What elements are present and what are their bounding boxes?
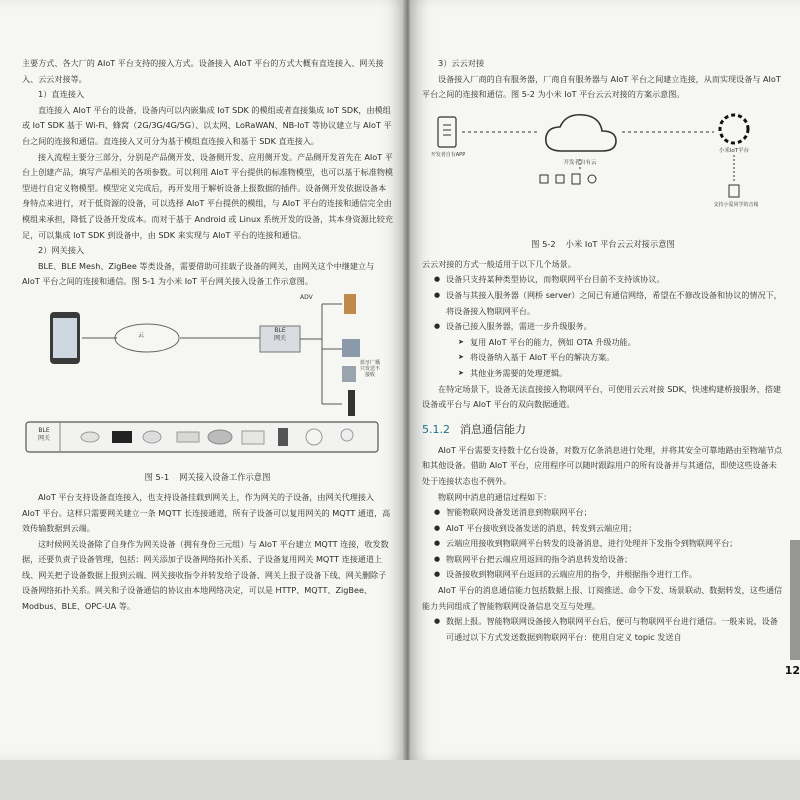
caption-text: 网关接入设备工作示意图 (179, 471, 271, 482)
xiaomi-platform-label: 小米IoT平台 (718, 147, 750, 154)
page-number: 12 (784, 664, 800, 677)
list-item: ● 设备与其接入服务器（网桥 server）之间已有通信网络，希望在不修改设备和协议的情况下，将设备接入物联网平台。 (434, 288, 784, 319)
speaker-label: 支持小爱同学的音箱 (713, 201, 759, 208)
cloud-label: 云 (138, 331, 145, 339)
message-flow-list (422, 505, 784, 583)
messaging-paragraph-1: AIoT 平台需要支持数十亿台设备，对数万亿条消息进行处理，并将其安全可靠地路由至物端节点和其他设备。借助 AIoT 平台，应用程序可以随时跟踪用户的所有设备并与其通信，即使这些设备未处于连接状态也不例外。 (422, 444, 783, 486)
right-page (410, 0, 800, 760)
figure-5-2-diagram (422, 109, 782, 237)
developer-app-label: 开发者自有APP (430, 151, 466, 158)
sensor-icon (342, 339, 360, 357)
adv-label: ADV (300, 293, 313, 301)
direct-access-paragraph-1: 直连接入 AIoT 平台的设备，设备内可以内嵌集成 IoT SDK 的模组或者直接集成 IoT SDK，由模组或 IoT SDK 基于 Wi-Fi、蜂窝（2G/3G/4G/5G）、以太网、LoRaWAN、NB-IoT 等协议建立与 AIoT 平台之间的连接和通信。直连接入又可分为基于模组直连接入和基于 SDK 直连接入。 (22, 104, 392, 146)
upgrade-list (422, 335, 784, 382)
device-icon (556, 175, 564, 183)
gateway-access-paragraph-1: BLE、BLE Mesh、ZigBee 等类设备，需要借助可挂载子设备的网关，由网关这个中继建立与 AIoT 平台之间的连接和通信。图 5-1 为小米 IoT 平台网关接入设备工作示意图。 (22, 260, 375, 287)
speaker-icon (729, 185, 739, 197)
section-heading (422, 419, 784, 441)
list-item: ● 物联网平台把云端应用返回的指令消息转发给设备； (434, 552, 784, 568)
list-item: ➤ 复用 AIoT 平台的能力，例如 OTA 升级功能。 (458, 335, 784, 351)
list-item: ● 设备已接入服务器，需进一步升级服务。 (434, 319, 784, 335)
door-lock-icon (348, 390, 355, 416)
messaging-paragraph-2: 物联网中消息的通信过程如下： (438, 491, 552, 502)
cloud-to-cloud-paragraph-1: 设备接入厂商的自有服务器，厂商自有服务器与 AIoT 平台之间建立连接，从而实现设备与 AIoT 平台之间的连接和通信。图 5-2 为小米 IoT 平台云云对接的方案示意图。 (422, 73, 781, 100)
device-icon (540, 175, 548, 183)
figure-5-2-caption (422, 237, 784, 251)
heading-cloud-to-cloud: 3）云云对接 (438, 58, 485, 68)
chapter-thumb-tab (790, 540, 800, 660)
device-icon (344, 294, 356, 314)
heading-direct-access: 1）直连接入 (38, 89, 85, 100)
messaging-paragraph-3: AIoT 平台的消息通信能力包括数据上报、订阅推送、命令下发、场景联动、数据转发，这些通信能力共同组成了智能物联网设备信息交互与处理。 (422, 585, 783, 611)
capability-list (422, 614, 784, 645)
gateway-access-paragraph-2: AIoT 平台支持设备直连接入，也支持设备挂载到网关上，作为网关的子设备，由网关代理接入 AIoT 平台。这样只需要网关建立一条 MQTT 长连接通道，所有子设备可以复用网关的 MQTT 通道，高效传输数据到云端。 (22, 491, 391, 534)
cloud-to-cloud-paragraph-3: 在特定场景下，设备无法直接接入物联网平台，可使用云云对接 SDK，快速构建桥接服务，搭建设备或平台与 AIoT 平台的双向数据通道。 (422, 383, 782, 410)
xiaomi-iot-logo (720, 115, 748, 143)
list-item: ➤ 其他业务需要的处理逻辑。 (458, 366, 784, 382)
row-gateway-label: BLE 网关 (37, 426, 50, 442)
left-page (0, 0, 405, 760)
gateway-access-paragraph-3: 这时候网关设备除了自身作为网关设备（拥有身份三元组）与 AIoT 平台建立 MQTT 连接，收发数据，还要负责子设备管理，包括：网关添加子设备网络拓扑关系、子设备复用网关 MQTT 连接通道上线、网关把子设备数据上报到云端、网关接收指令并转发给子设备、网关上报子设备下线、网关删除子设备网络拓扑关系。网关和子设备通信的协议由本地网络决定，可以是 HTTP、MQTT、ZigBee、Modbus、BLE、OPC-UA 等。 (22, 538, 389, 612)
developer-cloud-label: 开发者自有云 (563, 159, 597, 166)
section-title: 消息通信能力 (460, 422, 526, 436)
cloud-icon (546, 115, 616, 151)
figure-5-1 (22, 294, 382, 464)
caption-text: 小米 IoT 平台云云对接示意图 (565, 238, 675, 249)
scenario-list (422, 272, 784, 334)
list-item: ● 设备只支持某种类型协议，而物联网平台目前不支持该协议。 (434, 272, 784, 288)
ble-device-row (26, 422, 378, 452)
list-item: ● 数据上报。智能物联网设备接入物联网平台后，便可与物联网平台进行通信。一般来说，设备可通过以下方式发送数据到物联网平台：使用自定义 topic 发送自 (434, 614, 784, 645)
cloud-to-cloud-paragraph-2: 云云对接的方式一般适用于以下几个场景。 (422, 258, 576, 269)
device-icon (572, 174, 580, 184)
list-item: ● 云端应用接收到物联网平台转发的设备消息，进行处理并下发指令到物联网平台； (434, 536, 784, 552)
table-surface (0, 760, 800, 800)
figure-5-2 (422, 109, 782, 237)
caption-number: 图 5-1 (144, 471, 170, 482)
list-item: ● 智能物联网设备发送消息到物联网平台； (434, 505, 784, 521)
bulb-icon (588, 175, 596, 183)
intro-paragraph: 主要方式、各大厂的 AIoT 平台支持的接入方式。设备接入 AIoT 平台的方式大概有直连接入、网关接入、云云对接等。 (22, 58, 384, 84)
figure-5-1-diagram (22, 294, 382, 464)
broadcast-label: 蓝牙广播 只发送不接收 (359, 359, 380, 378)
cloud-icon (115, 324, 179, 352)
gateway-label: BLE 网关 (273, 326, 286, 342)
list-item: ● AIoT 平台接收到设备发送的消息，转发到云端应用； (434, 521, 784, 537)
list-item: ● 设备接收到物联网平台返回的云端应用的指令，并根据指令进行工作。 (434, 567, 784, 583)
direct-access-paragraph-2: 接入流程主要分三部分，分别是产品侧开发、设备侧开发、应用侧开发。产品侧开发首先在 AIoT 平台上创建产品，填写产品相关的各项参数。可以利用 AIoT 平台提供的标准物模型，也可以基于标准物模型进行自定义物模型。模型定义完成后，再开发用于解析设备上报数据的插件。设备侧开发依据设备本身特点来进行，对于低资源的设备，可以选择 AIoT 平台提供的模组，与 AIoT 平台的连接和通信完全由模组来承担，降低了设备开发成本。而对于基于 Android 或 Linux 系统开发的设备，其本身资源比较充足，可以集成 IoT SDK 到设备中，由 SDK 来实现与 AIoT 平台的连接和通信。 (22, 151, 394, 240)
list-item: ➤ 将设备纳入基于 AIoT 平台的解决方案。 (458, 350, 784, 366)
figure-5-1-caption (22, 470, 393, 484)
phone-icon (438, 117, 456, 147)
caption-number: 图 5-2 (531, 238, 556, 249)
heading-gateway-access: 2）网关接入 (38, 245, 85, 256)
sensor-icon (342, 366, 356, 382)
section-number: 5.1.2 (422, 422, 450, 436)
